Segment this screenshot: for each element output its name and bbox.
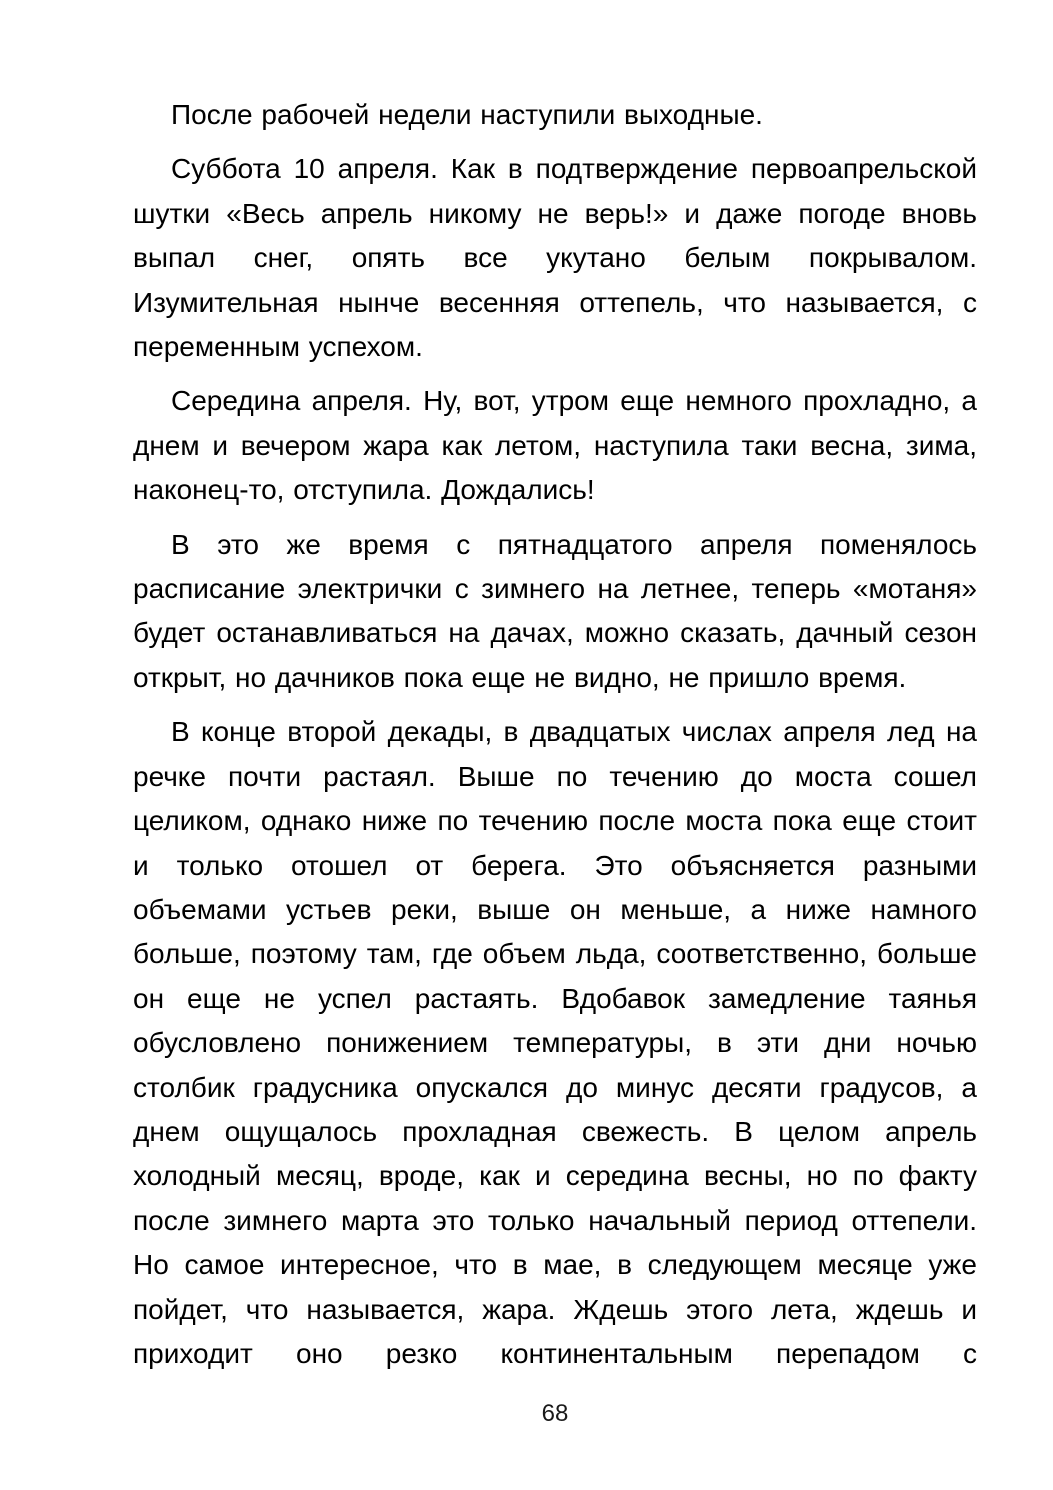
page-text — [133, 93, 977, 1386]
page-number: 68 — [541, 1400, 569, 1427]
paragraph-3: Середина апреля. Ну, вот, утром еще немного прохладно, а днем и вечером жара как летом, наступила таки весна, зима, наконец-то, отступила. Дождались! — [133, 385, 977, 506]
paragraph-5: В конце второй декады, в двадцатых числах апреля лед на речке почти растаял. Выше по течению до моста сошел целиком, однако ниже по течению после моста пока еще стоит и только отошел от берега. Это объясняется разными объемами устьев реки, выше он меньше, а ниже намного больше, поэтому там, где объем льда, соответственно, больше он еще не успел растаять. Вдобавок замедление таянья обусловлено понижением температуры, в эти дни ночью столбик градусника опускался до минус десяти градусов, а днем ощущалось прохладная свежесть. В целом апрель холодный месяц, вроде, как и середина весны, но по факту после зимнего марта это только начальный период оттепели. Но самое интересное, что в мае, в следующем месяце уже пойдет, что называется, жара. Ждешь этого лета, ждешь и приходит оно резко континентальным перепадом с — [133, 716, 977, 1369]
paragraph-2: Суббота 10 апреля. Как в подтверждение первоапрельской шутки «Весь апрель никому не верь!» и даже погоде вновь выпал снег, опять все укутано белым покрывалом. Изумительная нынче весенняя оттепель, что называется, с переменным успехом. — [133, 153, 977, 363]
page-footer — [133, 1399, 977, 1429]
paragraph-1: После рабочей недели наступили выходные. — [171, 99, 763, 130]
paragraph-4: В это же время с пятнадцатого апреля поменялось расписание электрички с зимнего на летнее, теперь «мотаня» будет останавливаться на дачах, можно сказать, дачный сезон открыт, но дачников пока еще не видно, не пришло время. — [133, 528, 977, 693]
